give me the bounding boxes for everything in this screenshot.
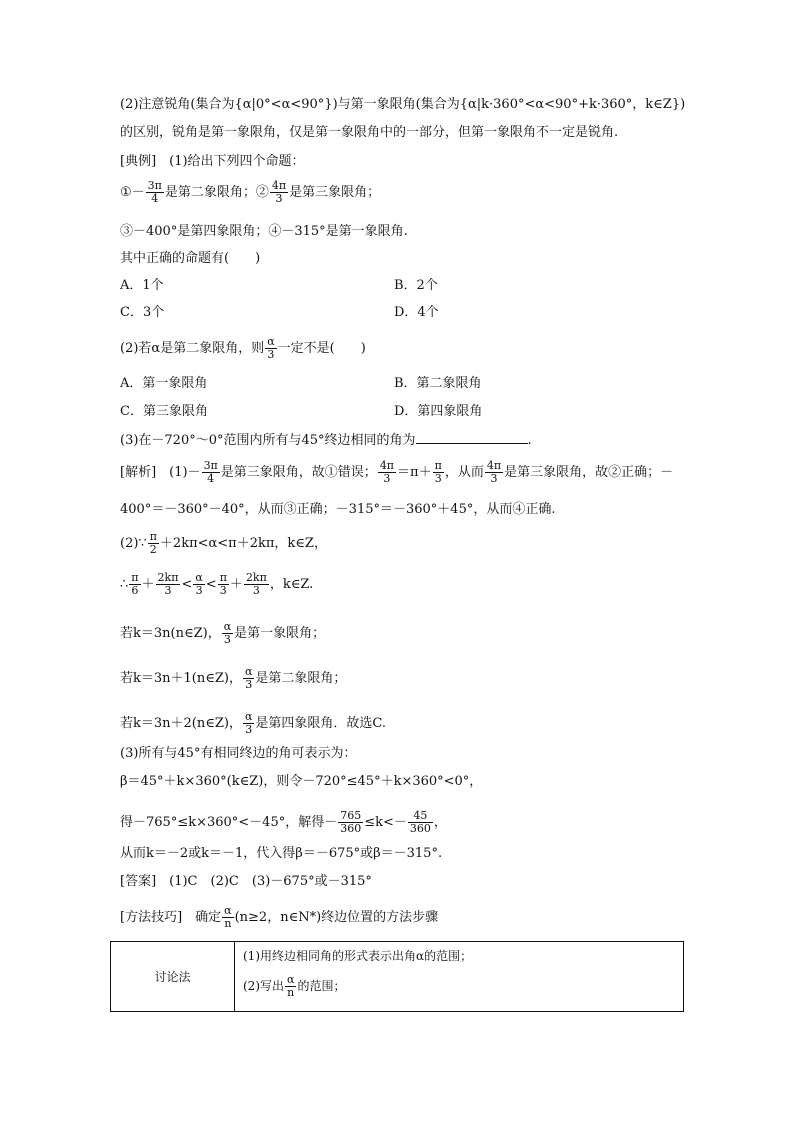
numerator: 3π xyxy=(203,459,218,472)
fraction xyxy=(218,572,229,597)
text: 是第三象限角，故①错误； xyxy=(220,465,377,480)
q2-option-b: B．第二象限角 xyxy=(394,376,482,391)
numerator: α xyxy=(195,571,203,584)
numerator: α xyxy=(223,620,232,633)
text: 是第三象限角； xyxy=(289,185,381,200)
numerator: π xyxy=(219,571,227,584)
option-c: C．3个 xyxy=(120,305,165,320)
denominator: 3 xyxy=(223,633,231,646)
text: ∴ xyxy=(120,577,129,592)
denominator: 3 xyxy=(267,348,275,361)
denominator: 3 xyxy=(252,584,260,597)
text: ，从而 xyxy=(444,465,484,480)
solution-3-line-3 xyxy=(120,810,447,835)
proposition-line-1 xyxy=(120,180,380,205)
answer-line: [答案] (1)C (2)C (3)－675°或－315° xyxy=(120,874,372,889)
solution-3-line-1: (3)所有与45°有相同终边的角可表示为： xyxy=(120,746,357,761)
answer-blank xyxy=(416,431,528,444)
question-1: 其中正确的命题有( ) xyxy=(120,251,261,266)
text: ＋2kπ<α<π＋2kπ，k∈Z， xyxy=(159,536,327,551)
denominator: n xyxy=(287,986,295,999)
method-table xyxy=(110,941,684,1012)
denominator: 3 xyxy=(219,584,227,597)
denominator: 360 xyxy=(340,822,362,835)
method-table-label: 讨论法 xyxy=(111,942,235,1011)
fraction xyxy=(148,531,159,556)
fraction xyxy=(243,666,254,691)
fraction xyxy=(270,180,288,205)
denominator: 3 xyxy=(434,472,442,485)
numerator: 4π xyxy=(486,459,502,472)
text: [方法技巧] 确定 xyxy=(120,910,222,925)
numerator: π xyxy=(434,459,442,472)
text: 是第一象限角； xyxy=(234,626,326,641)
text: ＋ xyxy=(141,577,155,592)
fraction xyxy=(156,572,181,597)
text: < xyxy=(205,577,217,592)
example-heading: [典例] (1)给出下列四个命题： xyxy=(120,154,305,169)
fraction xyxy=(202,460,220,485)
question-2 xyxy=(120,336,366,361)
numerator: 4π xyxy=(379,459,395,472)
numerator: 2kπ xyxy=(157,571,179,584)
case-k-3n xyxy=(120,621,325,646)
denominator: 3 xyxy=(164,584,172,597)
numerator: α xyxy=(267,335,275,348)
option-b: B．2个 xyxy=(394,278,438,293)
denominator: 360 xyxy=(409,822,431,835)
text: 是第四象限角．故选C. xyxy=(255,716,387,731)
fraction xyxy=(265,336,276,361)
numerator: 765 xyxy=(340,809,362,822)
q2-option-c: C．第三象限角 xyxy=(120,404,208,419)
text: 是第三象限角，故②正确；－ xyxy=(504,465,674,480)
denominator: 4 xyxy=(151,192,159,205)
intro-line-2: 的区别，锐角是第一象限角，仅是第一象限角中的一部分，但第一象限角不一定是锐角. xyxy=(120,125,619,140)
q2-option-a: A．第一象限角 xyxy=(120,376,208,391)
denominator: 4 xyxy=(207,472,215,485)
text: (2)写出 xyxy=(243,979,284,993)
method-table-row-1: (1)用终边相同角的形式表示出角α的范围； xyxy=(243,949,473,963)
numerator: 3π xyxy=(147,179,162,192)
fraction xyxy=(338,810,363,835)
text: [解析] (1)－ xyxy=(120,465,201,480)
denominator: 3 xyxy=(383,472,391,485)
text: (2)若α是第二象限角，则 xyxy=(120,341,265,356)
text: ＝π＋ xyxy=(397,465,432,480)
solution-3-line-2: β＝45°＋k×360°(k∈Z)，则令－720°≤45°＋k×360°<0°， xyxy=(120,774,483,789)
denominator: 6 xyxy=(131,584,139,597)
numerator: π xyxy=(131,571,139,584)
text: 若k＝3n＋2(n∈Z)， xyxy=(120,716,242,731)
numerator: 2kπ xyxy=(245,571,267,584)
text: 若k＝3n＋1(n∈Z)， xyxy=(120,671,242,686)
fraction xyxy=(378,460,396,485)
method-table-row-2 xyxy=(243,974,345,999)
fraction xyxy=(485,460,503,485)
numerator: α xyxy=(287,973,295,986)
text: ，k∈Z. xyxy=(269,577,314,592)
fraction xyxy=(243,711,254,736)
q2-option-d: D．第四象限角 xyxy=(394,404,483,419)
numerator: α xyxy=(224,904,232,917)
solution-line-2: 400°＝－360°－40°，从而③正确；－315°＝－360°＋45°，从而④正确. xyxy=(120,502,556,517)
denominator: 3 xyxy=(195,584,203,597)
denominator: 3 xyxy=(245,678,253,691)
text: ， xyxy=(433,815,447,830)
denominator: n xyxy=(224,917,232,930)
fraction xyxy=(222,905,233,930)
fraction xyxy=(146,180,164,205)
question-3 xyxy=(120,431,532,450)
method-heading xyxy=(120,905,438,930)
fraction xyxy=(222,621,233,646)
text: (3)在－720°～0°范围内所有与45°终边相同的角为 xyxy=(120,433,416,448)
numerator: π xyxy=(149,530,157,543)
case-k-3n-2 xyxy=(120,711,386,736)
text: 是第二象限角； xyxy=(255,671,347,686)
denominator: 3 xyxy=(275,192,283,205)
text: 得－765°≤k×360°<－45°，解得－ xyxy=(120,815,338,830)
solution-2-line-1 xyxy=(120,531,327,556)
fraction xyxy=(129,572,140,597)
text: 一定不是( ) xyxy=(277,341,366,356)
proposition-line-2: ③－400°是第四象限角；④－315°是第一象限角. xyxy=(120,224,408,239)
fraction xyxy=(244,572,269,597)
fraction xyxy=(193,572,204,597)
solution-line-1 xyxy=(120,460,673,485)
solution-3-line-4: 从而k＝－2或k＝－1，代入得β＝－675°或β＝－315°. xyxy=(120,846,443,861)
text: ①－ xyxy=(120,185,145,200)
text: ＋ xyxy=(229,577,243,592)
text: 若k＝3n(n∈Z)， xyxy=(120,626,221,641)
numerator: α xyxy=(244,665,253,678)
text: . xyxy=(527,433,532,448)
text: < xyxy=(181,577,193,592)
option-d: D．4个 xyxy=(394,305,439,320)
text: (n≥2，n∈N*)终边位置的方法步骤 xyxy=(234,910,439,925)
numerator: 4π xyxy=(271,179,287,192)
fraction xyxy=(285,974,296,999)
denominator: 3 xyxy=(490,472,498,485)
solution-2-line-2 xyxy=(120,572,313,597)
numerator: α xyxy=(244,710,253,723)
denominator: 3 xyxy=(245,723,253,736)
intro-line-1: (2)注意锐角(集合为{α|0°<α<90°})与第一象限角(集合为{α|k·360°<α<90°+k·360°，k∈Z}) xyxy=(120,97,686,112)
text: 是第二象限角；② xyxy=(164,185,269,200)
numerator: 45 xyxy=(408,810,433,823)
text: 的范围； xyxy=(297,979,346,993)
option-a: A．1个 xyxy=(120,278,164,293)
denominator: 2 xyxy=(149,543,157,556)
fraction xyxy=(433,460,444,485)
text: ≤k<－ xyxy=(364,815,407,830)
text: (2)∵ xyxy=(120,536,147,551)
fraction xyxy=(408,810,433,835)
case-k-3n-1 xyxy=(120,666,346,691)
